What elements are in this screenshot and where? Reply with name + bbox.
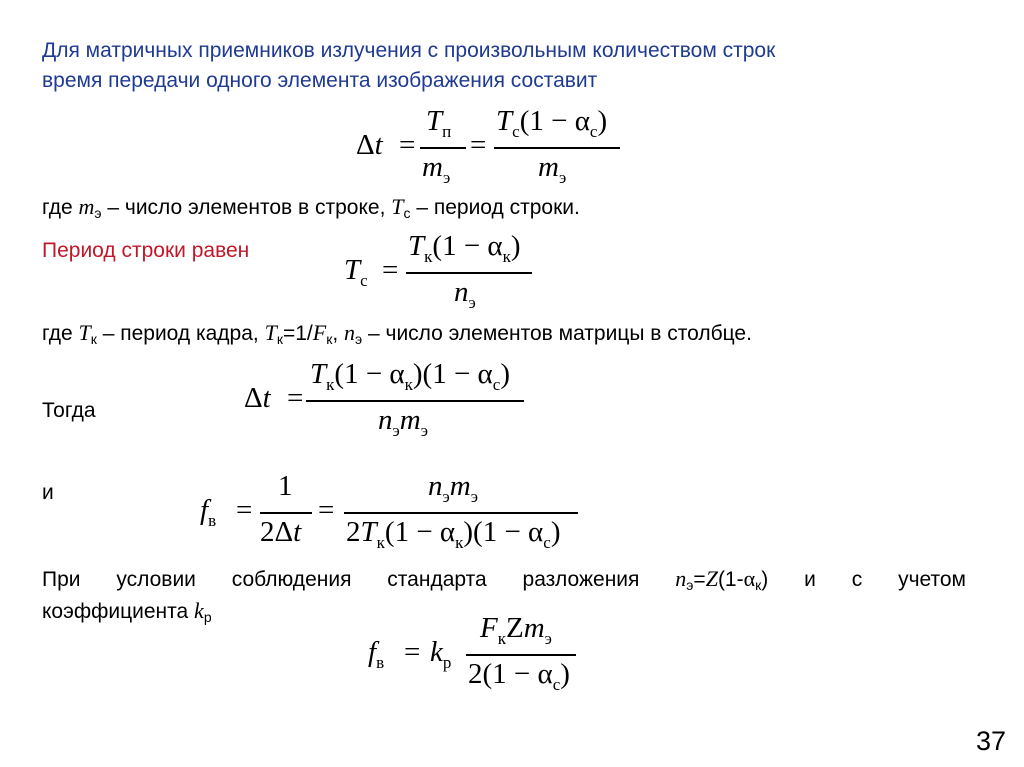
f4-d2-a1sub: к [455, 533, 464, 552]
f1-n2-close: ) [597, 105, 608, 137]
f2-n-T: T [408, 230, 425, 262]
f4-d1-2: 2Δ [260, 516, 294, 548]
f1-n1-sub: п [442, 122, 452, 141]
f5-d-close: ) [560, 658, 570, 690]
condition-line-1: При условии соблюдения стандарта разложения nэ=Z(1-αк) и с учетом [42, 566, 966, 593]
formula-fv-2 [368, 606, 588, 696]
f1-bar2 [494, 147, 620, 149]
formula-delta-t-2 [244, 358, 544, 448]
f4-d2-a2sub: с [543, 533, 551, 552]
f5-n-F: F [480, 612, 498, 644]
condition-line-2: коэффициента kр [42, 598, 212, 625]
intro-line-1: Для матричных приемников излучения с произвольным количеством строк [42, 39, 776, 62]
f2-sub: с [360, 271, 368, 290]
and-label: и [42, 481, 54, 504]
f3-bar [306, 400, 524, 402]
f4-bar2 [344, 512, 578, 514]
page-number: 37 [976, 726, 1007, 756]
f4-n2-msub: э [470, 487, 479, 506]
f3-d-msub: э [420, 421, 429, 440]
intro-line-2: время передачи одного элемента изображения составит [42, 69, 598, 92]
f2-n-sub: к [424, 247, 433, 266]
f2-T: T [344, 254, 361, 286]
f4-d2-close: ) [550, 516, 561, 548]
f1-eq: = [399, 129, 416, 161]
f4-sub: в [208, 511, 217, 530]
f5-eq: = [404, 636, 421, 668]
f2-d-sub: э [468, 293, 476, 312]
f2-d-n: n [454, 276, 469, 308]
where-line-2: где Tк – период кадра, Tк=1/Fк, nэ – число элементов матрицы в столбце. [42, 320, 752, 347]
f4-d1-t: t [293, 516, 302, 548]
f5-d-p: 2(1 − α [468, 658, 553, 690]
f4-d2-p1: (1 − α [384, 516, 456, 548]
f4-n2-nsub: э [442, 487, 450, 506]
f5-d-asub: с [552, 675, 561, 694]
where-line-1: где mэ – число элементов в строке, Tс – период строки. [42, 194, 580, 221]
f1-n2-rest: (1 − α [519, 105, 590, 137]
f3-d-m: m [399, 404, 421, 436]
f4-eq2: = [318, 494, 335, 526]
f3-delta: Δ [244, 382, 263, 414]
period-label: Период строки равен [42, 239, 250, 262]
f5-n-Fsub: к [497, 629, 506, 648]
f4-d2-T: T [360, 516, 377, 548]
f1-d1-sub: э [442, 168, 451, 187]
f1-n1-T: T [426, 105, 443, 137]
f2-n-rest: (1 − α [432, 230, 503, 262]
f3-n-sub: к [326, 375, 335, 394]
f1-n2-T: T [496, 105, 513, 137]
f5-n-msub: э [544, 629, 552, 648]
f1-eq2: = [470, 129, 487, 161]
f2-n-close: ) [510, 230, 521, 262]
f3-n-p2: )(1 − α [412, 358, 493, 390]
f5-k: k [430, 636, 443, 668]
f4-n1: 1 [278, 470, 293, 502]
f4-n2-m: m [449, 470, 471, 502]
then-label: Тогда [42, 399, 96, 422]
f3-n-a2sub: с [492, 375, 501, 394]
f3-d-nsub: э [392, 421, 400, 440]
f4-d2-Tsub: к [376, 533, 385, 552]
f4-bar1 [260, 512, 312, 514]
f3-n-p1: (1 − α [334, 358, 405, 390]
f2-bar [406, 272, 532, 274]
f4-d2-p2: )(1 − α [463, 516, 544, 548]
f1-bar1 [420, 147, 466, 149]
formula-Tc [344, 230, 544, 320]
f3-t: t [262, 382, 271, 414]
f5-f: f [368, 636, 377, 668]
f1-d2-m: m [538, 151, 559, 183]
f3-d-n: n [378, 404, 393, 436]
f5-ksub: р [442, 653, 452, 672]
f1-n2-asub: с [589, 122, 598, 141]
f4-f: f [200, 494, 209, 526]
f3-n-T: T [310, 358, 327, 390]
f5-bar [466, 654, 576, 656]
f5-sub: в [376, 653, 385, 672]
f1-t: t [374, 129, 383, 161]
formula-fv-1 [200, 470, 590, 560]
f2-n-asub: к [502, 247, 511, 266]
f1-d1-m: m [422, 151, 443, 183]
f1-d2-sub: э [558, 168, 567, 187]
f3-n-a1sub: к [404, 375, 413, 394]
f4-eq: = [236, 494, 253, 526]
f2-eq: = [382, 254, 399, 286]
f1-delta: Δ [356, 129, 375, 161]
f3-eq: = [287, 382, 304, 414]
f4-d2-2: 2 [346, 516, 361, 548]
f5-n-Z: Z [505, 612, 524, 644]
f5-n-m: m [523, 612, 545, 644]
f1-n2-sub: с [512, 122, 520, 141]
f3-n-close: ) [500, 358, 510, 390]
formula-delta-t-1 [356, 105, 626, 195]
f4-n2-n: n [428, 470, 443, 502]
